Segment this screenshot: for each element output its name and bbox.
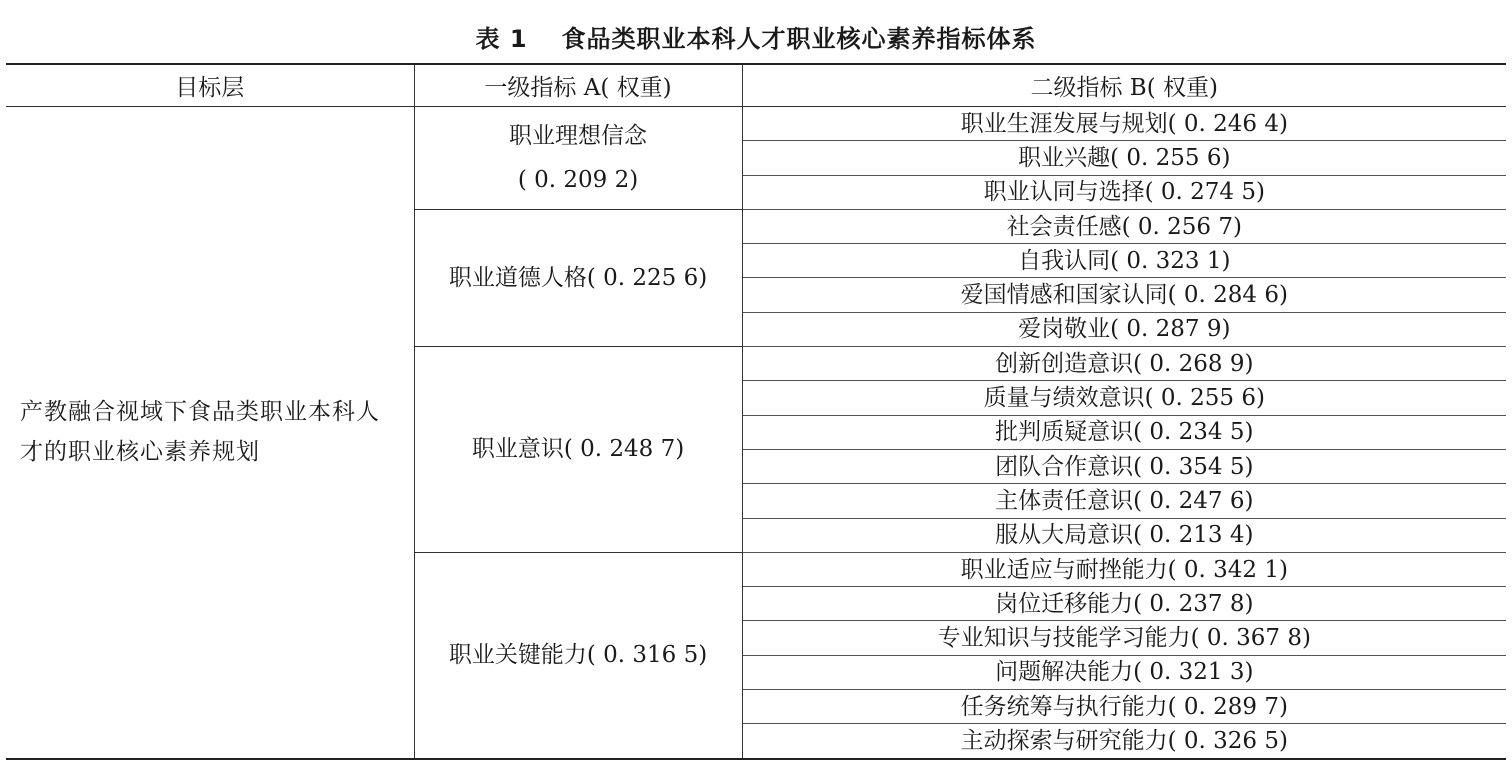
level1-indicator-weight: ( 0. 225 6): [586, 264, 708, 291]
table-row: [6, 107, 1506, 141]
level1-indicator-weight: ( 0. 209 2): [517, 166, 639, 193]
level2-indicator-cell: 职业认同与选择( 0. 274 5): [742, 175, 1506, 209]
level1-indicator-cell: [414, 552, 742, 758]
level2-indicator-cell: 社会责任感( 0. 256 7): [742, 209, 1506, 243]
level2-indicator-cell: 职业适应与耐挫能力( 0. 342 1): [742, 552, 1506, 586]
target-layer-cell: 产教融合视域下食品类职业本科人才的职业核心素养规划: [6, 107, 414, 759]
level2-indicator-cell: 问题解决能力( 0. 321 3): [742, 655, 1506, 689]
level2-indicator-cell: 岗位迁移能力( 0. 237 8): [742, 587, 1506, 621]
level1-indicator-name: 职业意识: [471, 436, 564, 463]
header-target-layer: 目标层: [6, 64, 414, 107]
table-body: [6, 107, 1506, 759]
table-caption: [0, 14, 1512, 58]
level1-indicator-weight: ( 0. 248 7): [563, 436, 685, 463]
level2-indicator-cell: 团队合作意识( 0. 354 5): [742, 449, 1506, 483]
level1-indicator-name: 职业理想信念: [509, 122, 647, 149]
header-level1: 一级指标 A( 权重): [414, 64, 742, 107]
level1-indicator-name: 职业道德人格: [448, 264, 587, 291]
level2-indicator-cell: 创新创造意识( 0. 268 9): [742, 347, 1506, 381]
header-level2: 二级指标 B( 权重): [742, 64, 1506, 107]
level2-indicator-cell: 职业生涯发展与规划( 0. 246 4): [742, 107, 1506, 141]
level2-indicator-cell: 主动探索与研究能力( 0. 326 5): [742, 724, 1506, 759]
level2-indicator-cell: 专业知识与技能学习能力( 0. 367 8): [742, 621, 1506, 655]
indicator-table: [6, 63, 1506, 760]
level2-indicator-cell: 批判质疑意识( 0. 234 5): [742, 415, 1506, 449]
level1-indicator-cell: [414, 347, 742, 553]
level1-indicator-cell: [414, 209, 742, 346]
level2-indicator-cell: 自我认同( 0. 323 1): [742, 244, 1506, 278]
level2-indicator-cell: 任务统筹与执行能力( 0. 289 7): [742, 690, 1506, 724]
level2-indicator-cell: 主体责任意识( 0. 247 6): [742, 484, 1506, 518]
level2-indicator-cell: 质量与绩效意识( 0. 255 6): [742, 381, 1506, 415]
level1-indicator-cell: [414, 107, 742, 210]
level1-indicator-weight: ( 0. 316 5): [586, 642, 708, 669]
table-title: 食品类职业本科人才职业核心素养指标体系: [561, 24, 1037, 53]
level2-indicator-cell: 爱岗敬业( 0. 287 9): [742, 312, 1506, 346]
level2-indicator-cell: 服从大局意识( 0. 213 4): [742, 518, 1506, 552]
level2-indicator-cell: 爱国情感和国家认同( 0. 284 6): [742, 278, 1506, 312]
level1-indicator-name: 职业关键能力: [448, 642, 587, 669]
table-number: 表 1: [475, 24, 528, 53]
header-row: [6, 64, 1506, 107]
level2-indicator-cell: 职业兴趣( 0. 255 6): [742, 141, 1506, 175]
